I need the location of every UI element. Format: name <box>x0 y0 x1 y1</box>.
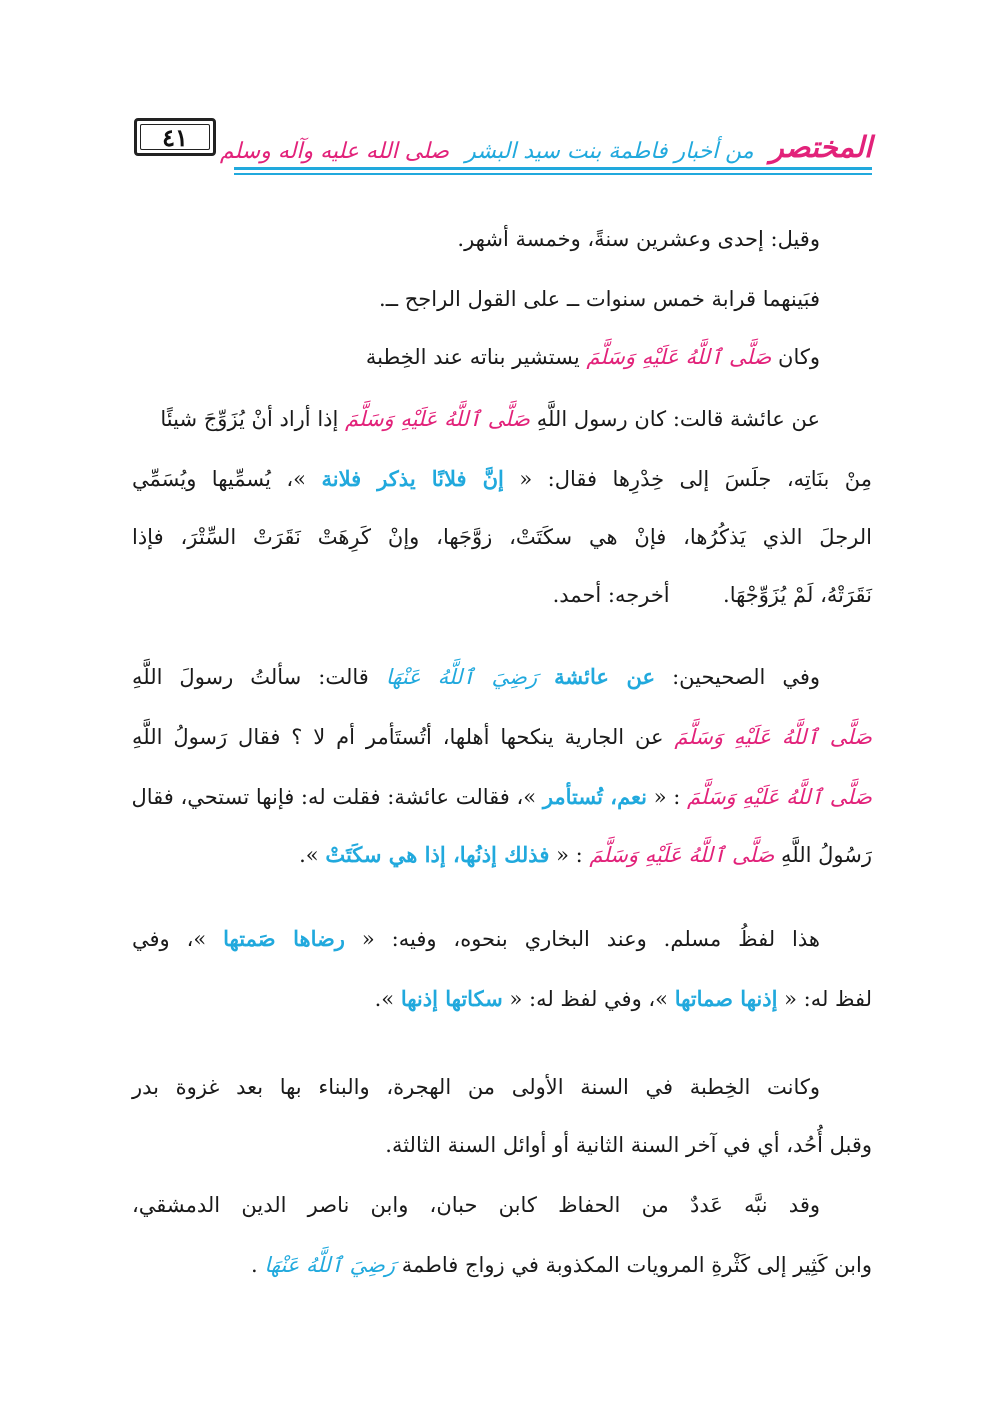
hadith-quote: رضاها صَمتها <box>223 926 345 951</box>
header-rule-thin <box>234 173 872 175</box>
line-4-text-b: إذا أراد أنْ يُزَوِّجَ شيئًا <box>160 407 339 431</box>
line-12-text-c: »، وفي <box>132 927 207 951</box>
hadith-quote: فذلك إذنُها، إذا هي سكَتَتْ <box>325 842 550 867</box>
line-17 <box>132 1236 872 1294</box>
hadith-quote: نعم، تُستأمر <box>542 784 648 809</box>
page-number-box <box>134 118 216 156</box>
line-8-text-c: قالت: سألتُ رسولَ اللَّهِ <box>132 665 369 689</box>
line-3-text-b: يستشير بناته عند الخِطبة <box>365 345 580 369</box>
hadith-quote: إذنها صماتها <box>674 986 778 1011</box>
line-7 <box>132 566 872 624</box>
line-13-text-a: لفظ له: « <box>784 987 872 1011</box>
line-13-text-e: ». <box>374 987 395 1011</box>
radiya-phrase: رَضِيَ ٱللَّهُ عَنْهَا <box>385 665 538 689</box>
line-3-text-a: وكان <box>778 345 820 369</box>
line-11 <box>132 826 872 884</box>
line-4 <box>132 390 872 448</box>
line-15-text: وقبل أُحُد، أي في آخر السنة الثانية أو أوائل السنة الثالثة. <box>385 1133 872 1157</box>
line-5-text-a: مِنْ بنَاتِه، جلَسَ إلى خِدْرِها فقال: « <box>519 467 872 491</box>
page-header <box>130 104 872 176</box>
line-5 <box>132 450 872 508</box>
line-15 <box>132 1116 872 1174</box>
line-12-text-a: هذا لفظُ مسلم. وعند البخاري بنحوه، وفيه: « <box>361 927 820 951</box>
line-6 <box>132 508 872 566</box>
line-2-text: فبَينهما قرابة خمس سنوات ــ على القول الراجح ــ. <box>379 287 820 311</box>
line-8 <box>132 648 872 706</box>
narrator-name: عن عائشة <box>554 664 656 689</box>
line-5-text-c: »، يُسمِّيها ويُسَمِّي <box>132 467 307 491</box>
line-11-text-d: ». <box>299 843 319 867</box>
line-2 <box>132 270 872 328</box>
salutation-phrase: صَلَّى ٱللَّهُ عَلَيْهِ وَسَلَّمَ <box>345 407 531 431</box>
line-9 <box>132 708 872 766</box>
title-salutation: صلى الله عليه وآله وسلم <box>219 139 450 164</box>
line-16 <box>132 1176 872 1234</box>
line-17-text-a: وابن كَثِير إلى كَثْرةِ المرويات المكذوبة في زواج فاطمة <box>401 1253 872 1277</box>
line-12 <box>132 910 872 968</box>
line-1 <box>132 210 872 268</box>
salutation-phrase: صَلَّى ٱللَّهُ عَلَيْهِ وَسَلَّمَ <box>687 785 872 809</box>
line-1-text: وقيل: إحدى وعشرين سنةً، وخمسة أشهر. <box>457 227 820 251</box>
line-3 <box>132 328 872 386</box>
source-citation: أخرجه: أحمد. <box>552 583 670 607</box>
salutation-phrase: صَلَّى ٱللَّهُ عَلَيْهِ وَسَلَّمَ <box>589 843 775 867</box>
line-7-text-a: نَقَرَتْهُ، لَمْ يُزَوِّجْهَا. <box>723 583 872 607</box>
line-11-text-b: : « <box>556 843 583 867</box>
line-10-text-c: »، فقالت عائشة: فقلت له: فإنها تستحي، فقال <box>131 785 537 809</box>
line-11-text-a: رَسُولُ اللَّهِ <box>781 843 872 867</box>
line-13 <box>132 970 872 1028</box>
line-14 <box>132 1058 872 1116</box>
running-title <box>219 106 872 164</box>
salutation-phrase: صَلَّى ٱللَّهُ عَلَيْهِ وَسَلَّمَ <box>586 345 772 369</box>
line-13-text-c: »، وفي لفظ له: « <box>509 987 669 1011</box>
radiya-phrase: رَضِيَ ٱللَّهُ عَنْهَا <box>264 1253 396 1277</box>
line-10-text-a: : « <box>653 785 681 809</box>
hadith-quote: سكاتها إذنها <box>400 986 503 1011</box>
page-number: ٤١ <box>162 122 188 152</box>
line-6-text: الرجلَ الذي يَذكُرُها، فإنْ هي سكَتَتْ، زوَّجَها، وإنْ كَرِهَتْ نَقَرَتْ السِّتْرَ، فإذا <box>132 525 872 549</box>
title-book: المختصر <box>769 130 872 164</box>
title-subject: من أخبار فاطمة بنت سيد البشر <box>465 139 754 164</box>
line-17-text-b: . <box>251 1253 258 1277</box>
line-10 <box>132 768 872 826</box>
salutation-phrase: صَلَّى ٱللَّهُ عَلَيْهِ وَسَلَّمَ <box>674 725 872 749</box>
line-16-text: وقد نبَّه عَددٌ من الحفاظ كابن حبان، وابن ناصر الدين الدمشقي، <box>132 1193 820 1217</box>
line-9-text-b: عن الجارية ينكحها أهلها، أتُستَأمر أم لا ؟ فقال رَسولُ اللَّهِ <box>132 725 664 749</box>
line-8-text-a: وفي الصحيحين: <box>672 665 821 689</box>
hadith-quote: إنَّ فلانًا يذكر فلانة <box>321 466 504 491</box>
header-rule-thick <box>234 167 872 170</box>
line-4-text-a: عن عائشة قالت: كان رسول اللَّهِ <box>536 407 820 431</box>
line-14-text: وكانت الخِطبة في السنة الأولى من الهجرة، والبناء بها بعد غزوة بدر <box>132 1075 820 1099</box>
